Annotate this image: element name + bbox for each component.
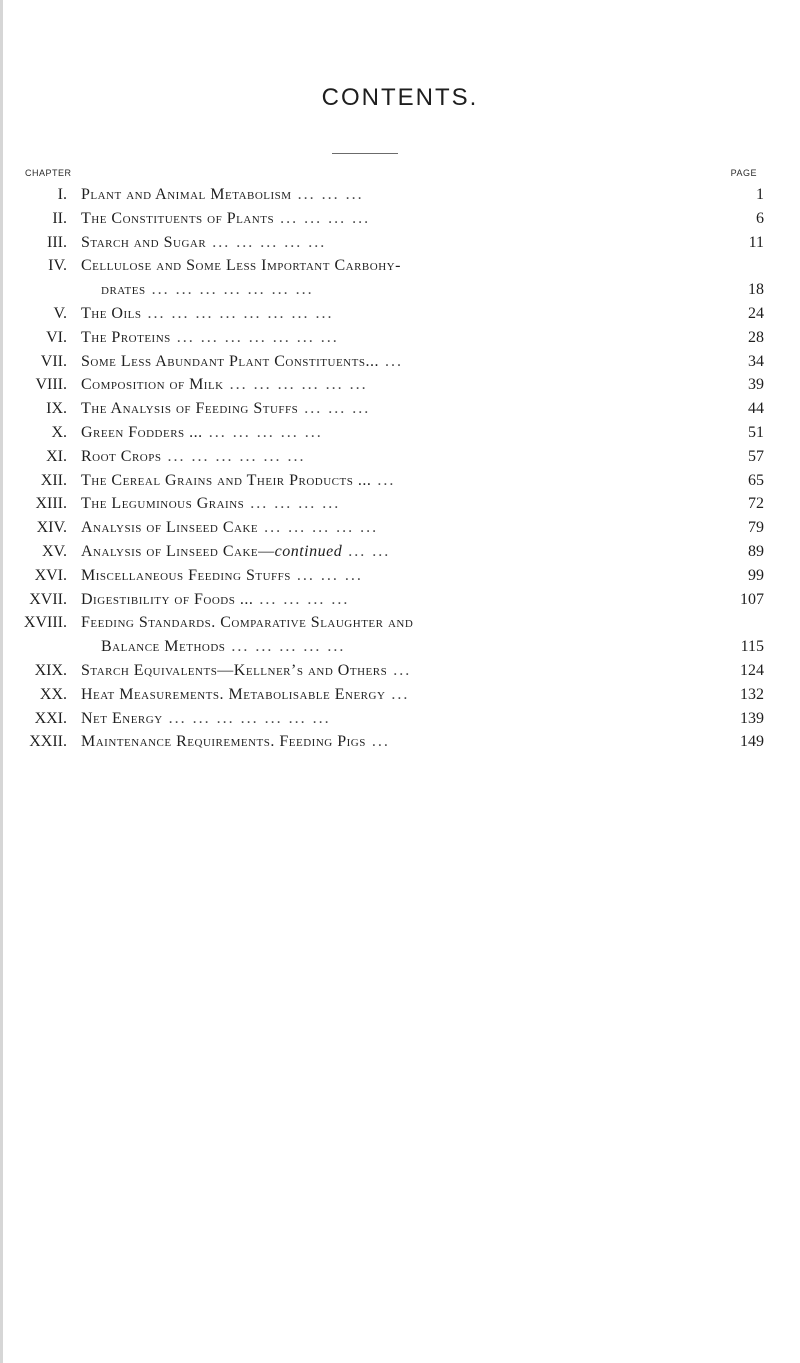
page-number: 1 [756, 186, 764, 203]
chapter-title: Analysis of Linseed Cake ... ... ... ... ... [81, 519, 379, 537]
dot-leader: ... ... ... ... ... [206, 233, 327, 251]
chapter-title: Miscellaneous Feeding Stuffs ... ... ... [81, 566, 363, 584]
chapter-number: II. [52, 209, 67, 227]
dot-leader: ... ... ... ... ... [202, 423, 323, 441]
chapter-number: III. [47, 233, 67, 251]
chapter-title: The Constituents of Plants ... ... ... ... [81, 209, 371, 227]
chapter-number: XII. [40, 471, 67, 489]
page-number: 39 [748, 376, 764, 394]
toc-entry[interactable] [0, 564, 800, 588]
toc-entry[interactable] [0, 611, 800, 659]
chapter-title: The Analysis of Feeding Stuffs ... ... ... [81, 400, 371, 418]
chapter-title: Starch and Sugar ... ... ... ... ... [81, 233, 327, 251]
chapter-title: Analysis of Linseed Cake—continued ... ... [81, 542, 391, 560]
page-number: 139 [740, 709, 764, 727]
dot-leader: ... [387, 661, 412, 679]
page-number: 65 [748, 471, 764, 489]
toc-entry[interactable] [0, 421, 800, 445]
page-number: 115 [740, 638, 764, 656]
toc-entry[interactable] [0, 183, 800, 207]
chapter-number: XIX. [34, 661, 67, 679]
page-number: 51 [748, 423, 764, 441]
dot-leader: ... ... ... ... ... ... ... [170, 328, 339, 346]
page-number: 99 [748, 566, 764, 584]
page-number: 18 [748, 281, 764, 299]
chapter-number: VI. [46, 328, 67, 346]
chapter-number: IV. [48, 257, 67, 275]
page-number: 24 [748, 304, 764, 322]
dot-leader: ... [385, 685, 410, 703]
toc-entry[interactable] [0, 302, 800, 326]
chapter-title: Starch Equivalents—Kellner’s and Others ... [81, 661, 412, 679]
dot-leader: ... ... ... ... ... ... [223, 376, 368, 394]
chapter-title-italic: continued [274, 542, 343, 560]
toc-entry[interactable] [0, 254, 800, 302]
chapter-number: XVII. [29, 590, 67, 608]
page-number: 57 [748, 447, 764, 465]
title-divider [332, 153, 398, 154]
chapter-title: Root Crops ... ... ... ... ... ... [81, 447, 306, 465]
page-number: 79 [748, 519, 764, 537]
page-number: 34 [748, 352, 764, 370]
chapter-number: XVIII. [23, 614, 67, 632]
chapter-number: XVI. [34, 566, 67, 584]
chapter-title: Digestibility of Foods ... ... ... ... ... [81, 590, 350, 608]
dot-leader: ... ... ... ... [253, 590, 350, 608]
page-title: CONTENTS. [321, 84, 479, 111]
page-number: 107 [740, 590, 764, 608]
chapter-title: Some Less Abundant Plant Constituents... ... [81, 352, 403, 370]
chapter-number: XXII. [29, 733, 67, 751]
chapter-number: XXI. [34, 709, 67, 727]
dot-leader: ... ... ... ... ... [225, 638, 346, 656]
toc-entry[interactable] [0, 231, 800, 255]
toc-entry[interactable] [0, 730, 800, 754]
chapter-title: The Proteins ... ... ... ... ... ... ... [81, 328, 339, 346]
chapter-title: Green Fodders ... ... ... ... ... ... [81, 423, 323, 441]
chapter-number: VII. [40, 352, 67, 370]
chapter-number: XIV. [36, 519, 67, 537]
dot-leader: ... ... ... [290, 566, 363, 584]
contents-list [0, 183, 800, 754]
dot-leader: ... ... ... [291, 186, 364, 203]
chapter-title: Composition of Milk ... ... ... ... ... ... [81, 376, 368, 394]
page-number: 149 [740, 733, 764, 751]
toc-entry[interactable] [0, 445, 800, 469]
dot-leader: ... ... ... ... [244, 495, 341, 513]
page-number: 124 [740, 661, 764, 679]
dot-leader: ... ... ... [298, 400, 371, 418]
chapter-number: VIII. [35, 376, 67, 394]
chapter-title: The Cereal Grains and Their Products ... ... [81, 471, 396, 489]
page-number: 11 [748, 233, 764, 251]
dot-leader: ... [365, 733, 390, 751]
toc-entry[interactable] [0, 492, 800, 516]
dot-leader: ... ... ... ... ... ... ... [145, 281, 314, 299]
chapter-title-continuation: Balance Methods [101, 638, 226, 656]
dot-leader: ... [378, 352, 403, 370]
chapter-column-label: CHAPTER [25, 168, 72, 178]
toc-entry[interactable] [0, 350, 800, 374]
dot-leader: ... ... ... ... [274, 209, 371, 227]
toc-entry[interactable] [0, 707, 800, 731]
dot-leader: ... ... ... ... ... ... ... ... [141, 304, 334, 322]
chapter-title: Feeding Standards. Comparative Slaughter and Balance Methods ... ... ... ... ... [81, 614, 414, 656]
toc-entry[interactable] [0, 469, 800, 493]
dot-leader: ... ... ... ... ... ... ... [162, 709, 331, 727]
dot-leader: ... [371, 471, 396, 489]
chapter-title: Plant and Animal Metabolism ... ... ... [81, 186, 364, 203]
toc-entry[interactable] [0, 540, 800, 564]
chapter-number: XV. [41, 542, 67, 560]
dot-leader: ... ... [342, 542, 391, 560]
dot-leader: ... ... ... ... ... [258, 519, 379, 537]
chapter-title: The Oils ... ... ... ... ... ... ... ... [81, 304, 334, 322]
page-number: 6 [756, 209, 764, 227]
page-column-label: PAGE [730, 168, 757, 178]
chapter-number: I. [57, 186, 67, 203]
chapter-title: Maintenance Requirements. Feeding Pigs ... [81, 733, 390, 751]
toc-entry[interactable] [0, 659, 800, 683]
page-number: 28 [748, 328, 764, 346]
chapter-number: IX. [46, 400, 67, 418]
chapter-title-continuation: drates [101, 281, 146, 299]
page-number: 72 [748, 495, 764, 513]
toc-entry[interactable] [0, 373, 800, 397]
chapter-title: The Leguminous Grains ... ... ... ... [81, 495, 341, 513]
dot-leader: ... ... ... ... ... ... [161, 447, 306, 465]
page-number: 132 [740, 685, 764, 703]
chapter-title: Cellulose and Some Less Important Carbohy- drates ... ... ... ... ... ... ... [81, 257, 401, 299]
chapter-number: V. [53, 304, 67, 322]
chapter-number: XIII. [35, 495, 67, 513]
toc-entry[interactable] [0, 516, 800, 540]
toc-entry[interactable] [0, 326, 800, 350]
toc-entry[interactable] [0, 588, 800, 612]
chapter-title: Heat Measurements. Metabolisable Energy ... [81, 685, 410, 703]
toc-entry[interactable] [0, 207, 800, 231]
toc-entry[interactable] [0, 397, 800, 421]
chapter-number: XI. [46, 447, 67, 465]
page-number: 89 [748, 542, 764, 560]
toc-entry[interactable] [0, 683, 800, 707]
chapter-title: Net Energy ... ... ... ... ... ... ... [81, 709, 331, 727]
chapter-number: XX. [39, 685, 67, 703]
chapter-number: X. [51, 423, 67, 441]
page-number: 44 [748, 400, 764, 418]
